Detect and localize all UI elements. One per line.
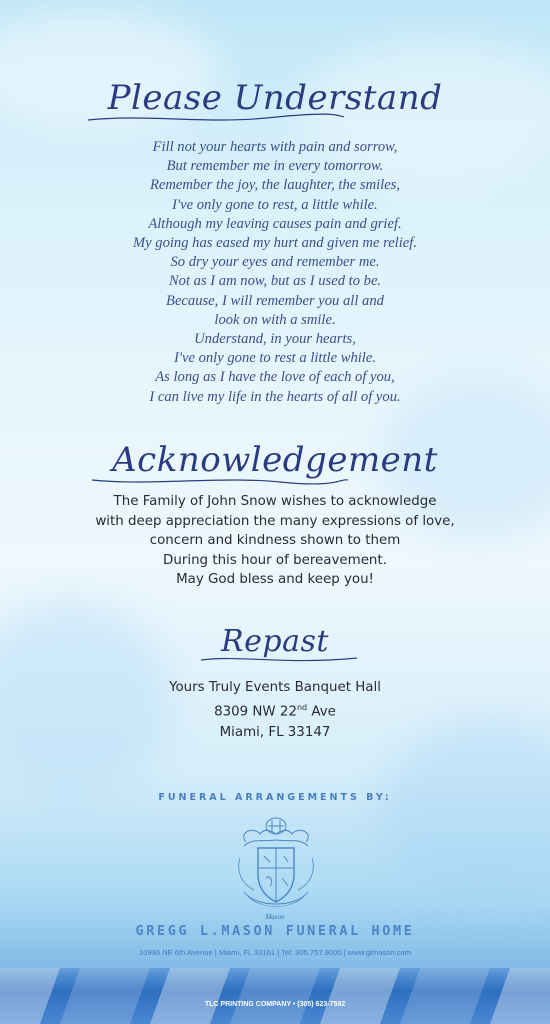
title-swash (90, 474, 350, 486)
crest-caption: Mason (265, 913, 285, 921)
funeral-home-crest (234, 812, 318, 912)
poem-line: My going has eased my hurt and given me relief. (133, 235, 417, 252)
acknowledgement-line: The Family of John Snow wishes to acknowledge (113, 494, 437, 509)
repast-city: Miami, FL 33147 (219, 724, 331, 740)
acknowledgement-line: with deep appreciation the many expressions of love, (95, 513, 455, 529)
please-understand-heading-block (0, 78, 550, 118)
please-understand-title: Please Understand (108, 78, 443, 118)
acknowledgement-line: concern and kindness shown to them (149, 533, 401, 549)
funeral-home-name: GREGG L.MASON FUNERAL HOME (135, 923, 415, 939)
footer-band (0, 968, 550, 1024)
background-cloud (380, 720, 550, 900)
poem-line: Remember the joy, the laughter, the smiles, (149, 177, 401, 194)
title-swash (199, 653, 359, 665)
poem-line: look on with a smile. (214, 311, 336, 328)
repast-venue: Yours Truly Events Banquet Hall (169, 680, 381, 695)
repast-street: 8309 NW 22nd Ave (214, 703, 336, 720)
footer-tile-pattern (0, 968, 550, 1024)
poem-line: I can live my life in the hearts of all of you. (149, 388, 401, 405)
printer-credit: TLC PRINTING COMPANY • (305) 623-7592 (204, 1001, 346, 1008)
poem-line: Fill not your hearts with pain and sorrow, (152, 139, 398, 155)
acknowledgement-line: May God bless and keep you! (176, 572, 374, 588)
poem-line: I've only gone to rest a little while. (174, 350, 376, 367)
poem-line: Not as I am now, but as I used to be. (168, 273, 382, 290)
poem-line: Although my leaving causes pain and grief. (148, 215, 402, 232)
funeral-home-contact: 10936 NE 6th Avenue | Miami, FL 33161 | Tel: 305.757.9000 | www.glmason.com (138, 948, 412, 957)
poem-line: Understand, in your hearts, (194, 331, 356, 348)
poem-line: But remember me in every tomorrow. (166, 158, 384, 175)
crest-icon (234, 812, 318, 912)
poem-text (0, 138, 550, 407)
acknowledgement-text (0, 492, 550, 590)
poem-line: As long as I have the love of each of you, (155, 369, 395, 386)
poem-line: So dry your eyes and remember me. (170, 254, 380, 271)
acknowledgement-title: Acknowledgement (112, 440, 438, 480)
repast-address (0, 678, 550, 743)
acknowledgement-heading-block (0, 440, 550, 480)
funeral-arrangements-label: FUNERAL ARRANGEMENTS BY: (158, 792, 392, 803)
acknowledgement-line: During this hour of bereavement. (163, 552, 387, 568)
poem-line: I've only gone to rest, a little while. (172, 196, 378, 213)
repast-title: Repast (221, 624, 329, 659)
title-swash (86, 112, 346, 124)
repast-heading-block (0, 624, 550, 659)
poem-line: Because, I will remember you all and (166, 292, 384, 309)
